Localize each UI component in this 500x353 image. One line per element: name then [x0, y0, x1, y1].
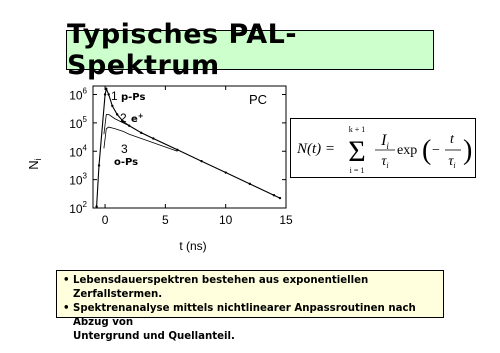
series-1-point — [249, 183, 251, 185]
sample-label: PC — [248, 92, 268, 107]
y-tick-exponent: 3 — [82, 171, 87, 181]
note-item-2 — [63, 302, 437, 330]
sum-upper-limit: k + 1 — [348, 125, 366, 134]
denominator-main: τ — [381, 154, 387, 169]
y-axis-label-main: N — [26, 160, 41, 170]
series-1-component: p-Ps — [121, 92, 146, 103]
series-1-point — [200, 160, 202, 162]
arg-numerator: t — [450, 132, 454, 147]
denominator-sub: i — [386, 161, 389, 170]
slide-title: Typisches PAL-Spektrum — [67, 19, 298, 81]
series-1-point — [111, 105, 113, 107]
series-line-3 — [104, 127, 177, 151]
series-1-point — [107, 93, 109, 95]
y-tick-exponent: 4 — [82, 143, 87, 153]
formula-lhs: N(t) = — [297, 141, 336, 157]
numerator-sub: i — [386, 141, 389, 151]
y-axis-label-sub: i — [33, 158, 43, 161]
y-tick-label — [69, 143, 87, 159]
x-axis-label: t (ns) — [179, 239, 207, 253]
note-item-2-continued — [63, 330, 437, 344]
series-2-component-sup: + — [137, 112, 144, 120]
fraction-numerator — [380, 132, 389, 151]
series-1-point — [273, 194, 275, 196]
y-tick-exponent: 2 — [82, 200, 87, 209]
sum-lower-limit: i = 1 — [349, 166, 365, 175]
arg-denominator — [448, 154, 455, 170]
fraction-denominator — [381, 154, 388, 170]
series-1-point — [105, 88, 107, 90]
note-text-1: Lebensdauerspektren bestehen aus exponentiellen Zerfallstermen. — [73, 275, 369, 300]
bullet-2: • — [63, 303, 70, 314]
x-tick-label: 10 — [219, 213, 233, 227]
y-tick-label — [69, 200, 87, 216]
arg-denominator-sub: i — [453, 161, 456, 170]
x-tick-label: 15 — [279, 213, 293, 227]
y-tick-base: 10 — [69, 145, 83, 160]
decay-formula — [291, 119, 475, 177]
right-paren: ) — [463, 135, 473, 166]
series-3-component: o-Ps — [114, 157, 139, 168]
minus-sign: − — [432, 143, 440, 158]
y-tick-base: 10 — [69, 202, 83, 216]
arg-denominator-main: τ — [448, 154, 454, 169]
y-tick-base: 10 — [69, 116, 83, 131]
y-tick-base: 10 — [69, 88, 83, 103]
note-text-3: Untergrund und Quellanteil. — [73, 331, 235, 342]
x-tick-label: 0 — [101, 213, 109, 227]
series-2-component-base: e — [131, 114, 138, 125]
y-tick-label — [69, 115, 87, 131]
bullet-1: • — [63, 275, 70, 286]
series-1-point — [224, 171, 226, 173]
y-tick-label — [69, 172, 87, 188]
title-box — [66, 19, 434, 81]
y-tick-exponent: 5 — [82, 114, 87, 124]
formula-box — [290, 118, 476, 178]
series-1-point — [104, 93, 106, 95]
series-3-number: 3 — [121, 142, 128, 156]
y-tick-base: 10 — [69, 173, 83, 188]
series-1-number: 1 — [111, 89, 118, 103]
pal-spectrum-chart — [0, 78, 300, 268]
series-1-point — [95, 205, 97, 207]
series-1-point — [279, 197, 281, 199]
left-paren: ( — [422, 135, 432, 166]
series-2-number: 2 — [120, 111, 127, 125]
exp-function: exp — [397, 143, 418, 158]
y-tick-label — [69, 87, 87, 103]
series-2-component — [131, 112, 144, 125]
series-1-point — [98, 164, 100, 166]
y-axis-label — [26, 158, 43, 169]
x-tick-label: 5 — [162, 213, 169, 227]
notes-box — [56, 270, 444, 342]
y-tick-exponent: 6 — [82, 86, 87, 96]
series-1-point — [116, 113, 118, 115]
sum-symbol: Σ — [348, 135, 366, 168]
numerator-main: I — [381, 132, 387, 149]
note-text-2: Spektrenanalyse mittels nichtlinearer Anpassroutinen nach Abzug von — [73, 303, 416, 328]
note-item-1 — [63, 274, 437, 302]
